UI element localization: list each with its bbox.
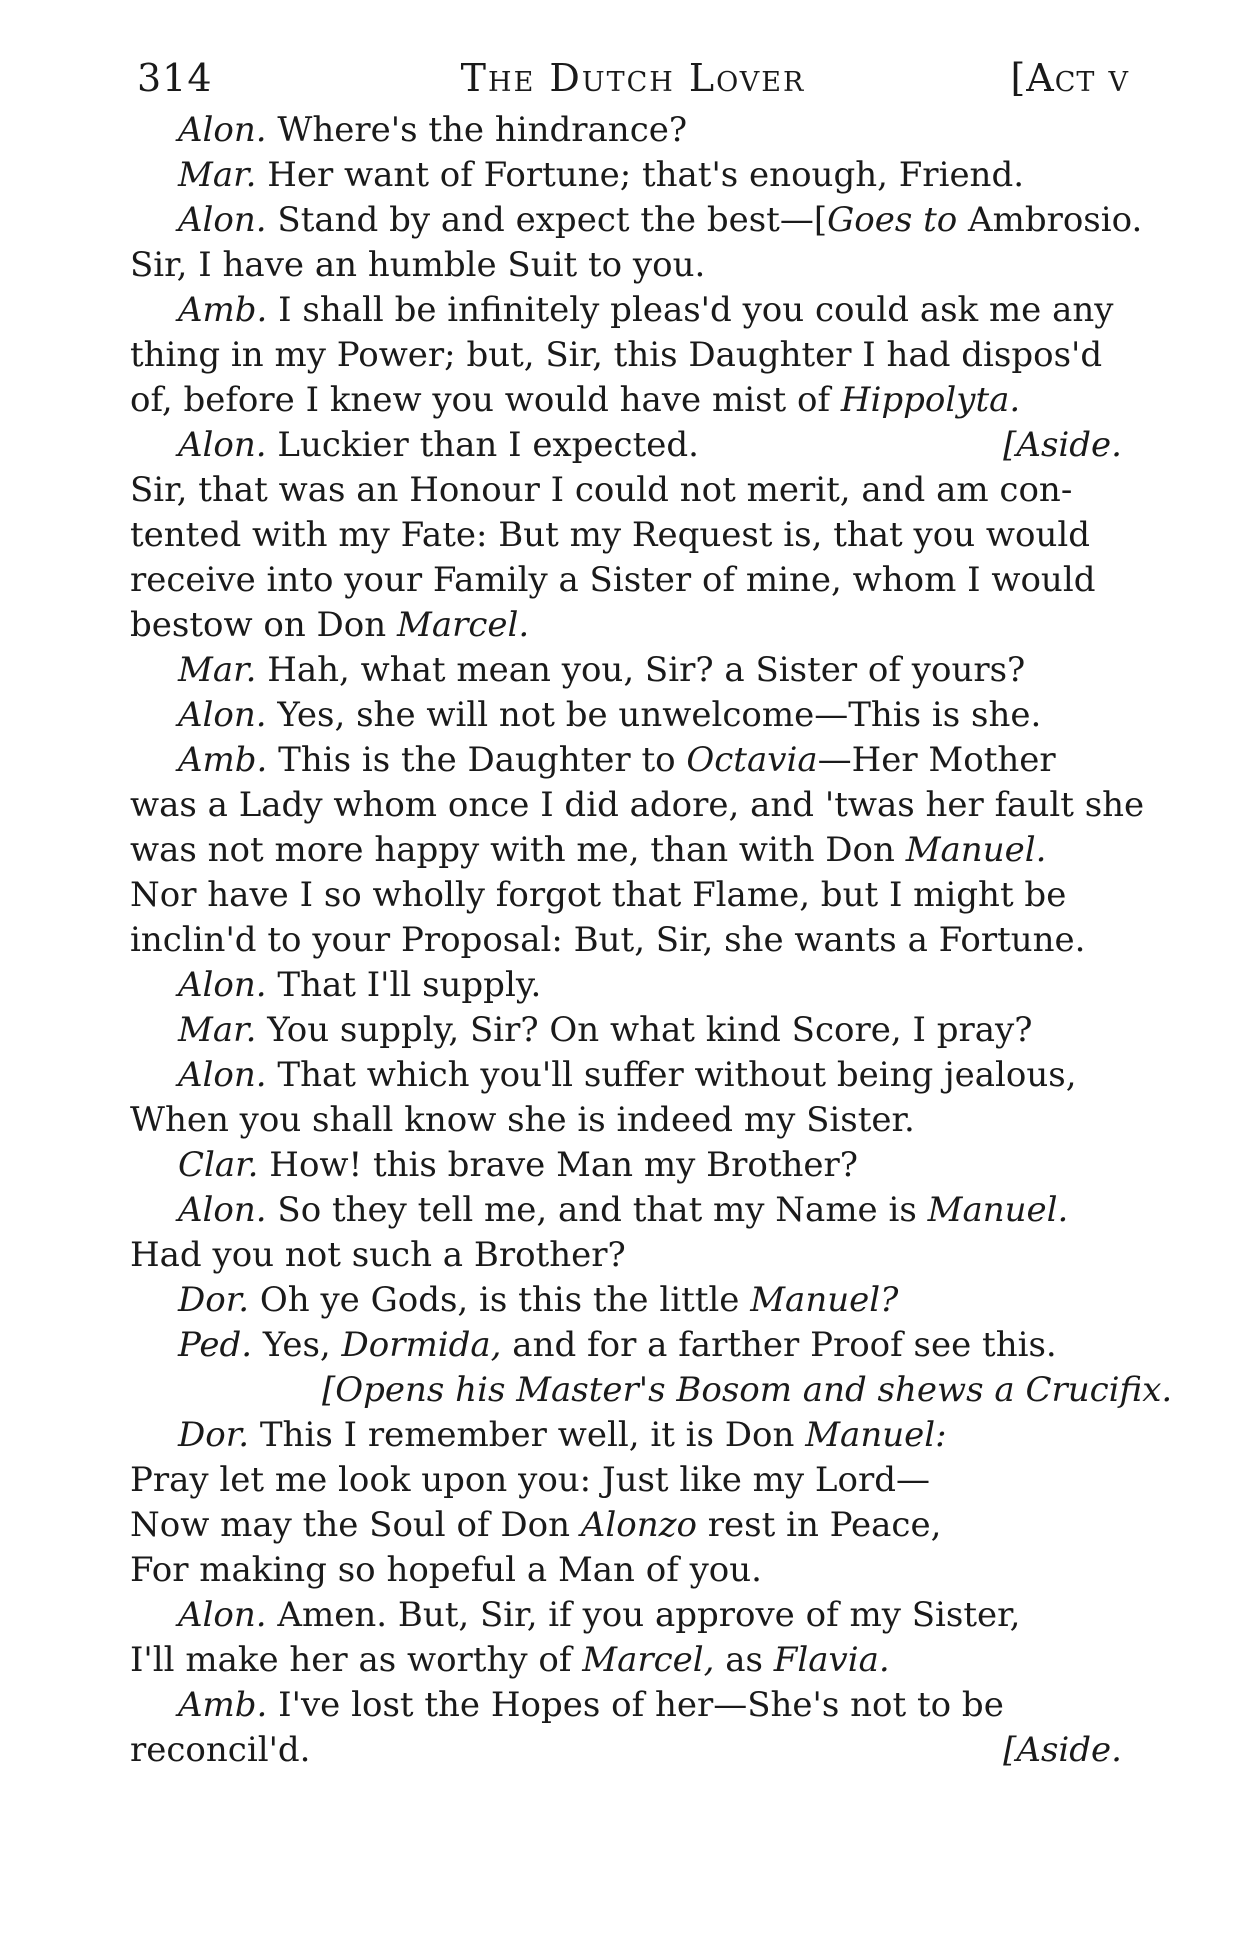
speaker-name: Alon. [178, 1595, 267, 1635]
line-text: Oh ye Gods, is this the little [249, 1280, 751, 1320]
speaker-name: Mar. [178, 155, 257, 195]
line-text: You supply, Sir? On what kind Score, I pray? [256, 1010, 1033, 1050]
stage-direction-line [130, 1368, 1173, 1413]
character-name: Octavia [686, 740, 818, 780]
speaker-name: Amb. [178, 1685, 268, 1725]
act-label: [Act v [1010, 56, 1129, 100]
line-text: receive into your Family a Sister of mine, whom I would [130, 560, 1096, 600]
speech-line [130, 1053, 1122, 1098]
line-text: When you shall know she is indeed my Sister. [130, 1100, 915, 1140]
speaker-name: Mar. [178, 1010, 257, 1050]
speech-line [130, 198, 1143, 243]
line-text: was a Lady whom once I did adore, and 'twas her fault she [130, 785, 1145, 825]
speech-line [130, 1278, 1122, 1323]
character-name: Dormida, [341, 1325, 502, 1365]
speaker-name: Alon. [178, 965, 267, 1005]
line-text: Pray let me look upon you: Just like my Lord— [130, 1460, 930, 1500]
speech-line [130, 558, 1122, 603]
speaker-name: Mar. [178, 650, 257, 690]
line-text: Yes, she will not be unwelcome—This is she. [266, 695, 1042, 735]
speaker-name: Alon. [178, 1055, 267, 1095]
speech-line [130, 1503, 1122, 1548]
character-name: Alonzo [580, 1505, 697, 1545]
speech-line [130, 963, 1122, 1008]
speaker-name: Alon. [178, 425, 267, 465]
line-text: thing in my Power; but, Sir, this Daughter I had dispos'd [130, 335, 1103, 375]
character-name: Manuel: [805, 1415, 947, 1455]
speech-line [130, 693, 1122, 738]
line-text-continued: —Her Mother [817, 740, 1056, 780]
speech-line [130, 1188, 1122, 1233]
speech-line [130, 1233, 1122, 1278]
speech-line [130, 153, 1122, 198]
speaker-name: Amb. [178, 740, 268, 780]
character-name: Manuel. [905, 830, 1047, 870]
speech-line [130, 1143, 1122, 1188]
line-text: I'll make her as worthy of [130, 1640, 583, 1680]
character-name: Marcel, [582, 1640, 715, 1680]
speaker-name: Clar. [178, 1145, 259, 1185]
running-head [137, 48, 1129, 108]
speech-line [130, 738, 1122, 783]
speech-line [130, 1683, 1122, 1728]
book-title: The Dutch Lover [460, 56, 806, 100]
line-text: For making so hopeful a Man of you. [130, 1550, 762, 1590]
line-text: Stand by and expect the best—[ [266, 200, 828, 240]
speaker-name: Alon. [178, 200, 267, 240]
line-text: Luckier than I expected. [266, 425, 699, 465]
speech-line [130, 1008, 1122, 1053]
speech-line [130, 1413, 1122, 1458]
speech-line [130, 243, 1122, 288]
speech-line [130, 828, 1122, 873]
speech-line [130, 783, 1145, 828]
speech-line [130, 423, 1122, 468]
line-text: How! this brave Man my Brother? [258, 1145, 859, 1185]
line-text: Nor have I so wholly forgot that Flame, but I might be [130, 875, 1067, 915]
line-text: So they tell me, and that my Name is [266, 1190, 928, 1230]
line-text: Sir, I have an humble Suit to you. [130, 245, 706, 285]
speech-line [130, 513, 1122, 558]
line-text: Hah, what mean you, Sir? a Sister of yours? [256, 650, 1026, 690]
speech-line [130, 288, 1122, 333]
speaker-name: Alon. [178, 110, 267, 150]
speaker-name: Dor. [178, 1280, 250, 1320]
speech-line [130, 468, 1122, 513]
speaker-name: Ped. [178, 1325, 253, 1365]
line-text: reconcil'd. [130, 1730, 311, 1770]
page-number: 314 [137, 56, 213, 100]
speech-line [130, 603, 1122, 648]
stage-direction: Goes to [827, 200, 958, 240]
speaker-name: Alon. [178, 695, 267, 735]
character-name: Flavia. [773, 1640, 890, 1680]
speech-line [130, 873, 1122, 918]
line-text: tented with my Fate: But my Request is, that you would [130, 515, 1091, 555]
speech-line [130, 1098, 1122, 1143]
speaker-name: Amb. [178, 290, 268, 330]
speech-line [130, 1458, 1122, 1503]
aside-direction: [Aside. [1003, 425, 1122, 465]
line-text-continued: as [714, 1640, 774, 1680]
character-name: Hippolyta. [840, 380, 1021, 420]
line-text: Sir, that was an Honour I could not merit, and am con- [130, 470, 1073, 510]
line-text: Amen. But, Sir, if you approve of my Sister, [266, 1595, 1021, 1635]
line-text: This I remember well, it is Don [249, 1415, 806, 1455]
line-text: of, before I knew you would have mist of [130, 380, 841, 420]
line-text: Now may the Soul of Don [130, 1505, 581, 1545]
speech-line [130, 918, 1122, 963]
line-text: inclin'd to your Proposal: But, Sir, she wants a Fortune. [130, 920, 1086, 960]
speech-line [130, 378, 1122, 423]
stage-direction: [Opens his Master's Bosom and shews a Crucifix. [322, 1370, 1173, 1410]
speech-line [130, 333, 1122, 378]
speech-line [130, 1548, 1122, 1593]
line-text: Had you not such a Brother? [130, 1235, 626, 1275]
character-name: Manuel? [750, 1280, 899, 1320]
play-text [130, 108, 1173, 1773]
line-text: This is the Daughter to [267, 740, 687, 780]
line-text: Where's the hindrance? [266, 110, 688, 150]
speech-line [130, 1638, 1122, 1683]
line-text: was not more happy with me, than with Don [130, 830, 906, 870]
line-text: Her want of Fortune; that's enough, Friend. [256, 155, 1025, 195]
character-name: Manuel. [927, 1190, 1069, 1230]
character-name: Marcel. [397, 605, 530, 645]
aside-direction: [Aside. [1003, 1730, 1122, 1770]
line-text-continued: rest in Peace, [696, 1505, 942, 1545]
line-text: bestow on Don [130, 605, 397, 645]
speech-line [130, 1728, 1122, 1773]
speech-line [130, 648, 1122, 693]
speech-line [130, 1323, 1122, 1368]
character-reference: Ambrosio. [957, 200, 1143, 240]
speech-line [130, 108, 1122, 153]
speaker-name: Alon. [178, 1190, 267, 1230]
line-text: That I'll supply. [266, 965, 542, 1005]
line-text-continued: and for a farther Proof see this. [501, 1325, 1057, 1365]
speaker-name: Dor. [178, 1415, 250, 1455]
line-text: Yes, [252, 1325, 342, 1365]
speech-line [130, 1593, 1122, 1638]
line-text: I shall be infinitely pleas'd you could ask me any [267, 290, 1114, 330]
line-text: That which you'll suffer without being jealous, [266, 1055, 1077, 1095]
line-text: I've lost the Hopes of her—She's not to be [267, 1685, 1004, 1725]
